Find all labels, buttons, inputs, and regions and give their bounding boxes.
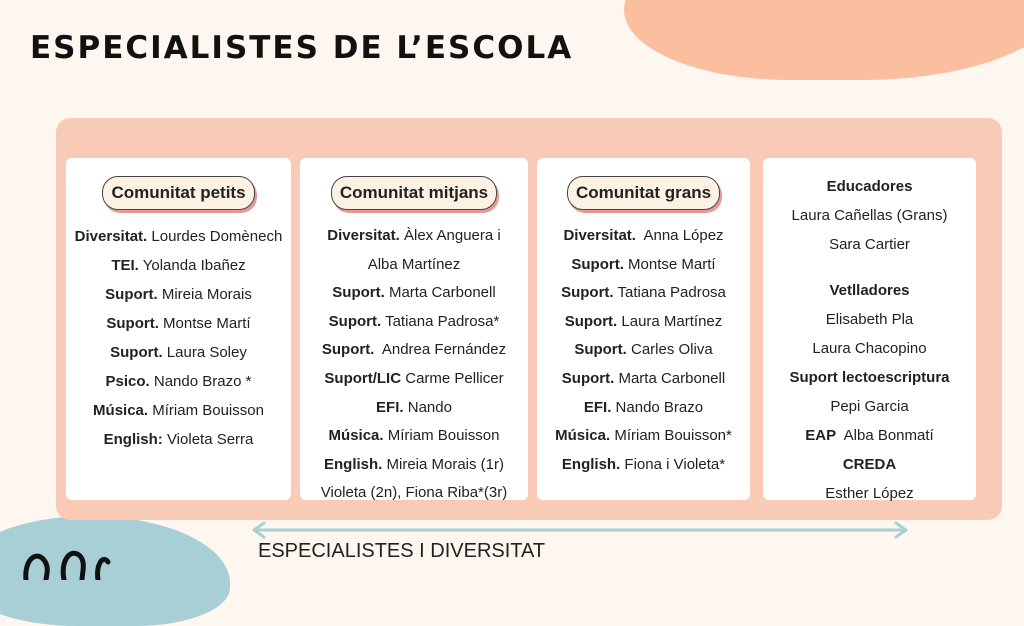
staff-name: Laura Soley — [162, 344, 247, 361]
footer-caption: ESPECIALISTES I DIVERSITAT — [258, 540, 546, 562]
card-heading: Comunitat grans — [567, 176, 720, 210]
staff-name: Anna López — [635, 227, 724, 244]
staff-line — [537, 365, 750, 394]
staff-name: Míriam Bouisson — [383, 427, 500, 445]
staff-line — [66, 425, 291, 454]
staff-name: Yolanda Ibañez — [138, 257, 246, 274]
staff-name: Tatiana Padrosa* — [381, 312, 500, 330]
staff-line — [66, 309, 291, 338]
staff-name: Andrea Fernández — [374, 341, 507, 359]
vetlladores-heading: Vetlladores — [829, 282, 910, 299]
double-arrow-icon — [250, 521, 910, 539]
role-label: Suport. — [328, 312, 382, 330]
card-lines — [66, 222, 291, 454]
role-label: Psico. — [105, 373, 150, 390]
card-lines — [537, 222, 750, 479]
staff-name: Montse Martí — [158, 315, 251, 332]
staff-line — [537, 279, 750, 308]
staff-name: Alba Bonmatí — [836, 427, 934, 444]
staff-line — [537, 308, 750, 337]
staff-line — [66, 280, 291, 309]
staff-line — [300, 222, 528, 251]
role-label: Música. — [93, 402, 149, 419]
role-label: TEI. — [111, 257, 139, 274]
staff-name: Laura Cañellas (Grans) — [791, 207, 948, 224]
educadores-heading: Educadores — [826, 178, 913, 195]
staff-name: Mireia Morais (1r) — [382, 455, 505, 473]
staff-line — [300, 308, 528, 337]
role-label: Suport. — [561, 369, 615, 387]
staff-name: Mireia Morais — [157, 286, 252, 303]
staff-line — [66, 396, 291, 425]
staff-name: Nando Brazo — [611, 398, 704, 416]
role-label: Diversitat. — [327, 227, 400, 244]
staff-name: Esther López — [825, 485, 914, 502]
role-label: Suport. — [106, 315, 159, 332]
role-label: EFI. — [583, 398, 612, 416]
staff-line — [66, 338, 291, 367]
staff-line — [537, 451, 750, 480]
staff-name: Violeta (2n), Fiona Riba*(3r) — [320, 484, 508, 502]
staff-line — [300, 251, 528, 280]
eap-heading: EAP — [805, 427, 837, 444]
staff-name: Pepi Garcia — [830, 398, 909, 415]
staff-name: Montse Martí — [623, 255, 716, 273]
card-staff — [763, 158, 976, 500]
role-label: Suport. — [321, 341, 375, 359]
card-heading: Comunitat mitjans — [331, 176, 497, 210]
card-comunitat-petits — [66, 158, 291, 500]
staff-name: Marta Carbonell — [384, 284, 496, 302]
role-label: Música. — [555, 427, 611, 445]
staff-line — [66, 251, 291, 280]
staff-name: Violeta Serra — [162, 431, 254, 448]
staff-line — [66, 367, 291, 396]
role-label: Diversitat. — [74, 228, 148, 245]
decorative-blob-peach — [624, 0, 1024, 80]
staff-name: Lourdes Domènech — [147, 228, 283, 245]
staff-name: Elisabeth Pla — [825, 311, 914, 328]
staff-line — [537, 422, 750, 451]
role-label: Suport. — [561, 284, 614, 302]
role-label: Suport. — [332, 284, 385, 302]
staff-line — [537, 336, 750, 365]
plant-leaves-icon — [16, 530, 126, 580]
staff-name: Laura Chacopino — [812, 340, 927, 357]
staff-line — [537, 394, 750, 423]
staff-name: Nando — [403, 398, 452, 416]
staff-name: Nando Brazo * — [149, 373, 252, 390]
staff-line — [537, 222, 750, 251]
card-heading: Comunitat petits — [102, 176, 254, 210]
staff-line — [300, 422, 528, 451]
staff-line — [66, 222, 291, 251]
role-label: Diversitat. — [563, 227, 636, 244]
staff-name: Alba Martínez — [367, 255, 461, 273]
role-label: EFI. — [376, 398, 404, 416]
role-label: Suport/LIC — [324, 369, 402, 387]
role-label: Música. — [328, 427, 384, 445]
role-label: Suport. — [574, 341, 627, 359]
staff-line — [300, 479, 528, 508]
role-label: English. — [323, 455, 383, 473]
staff-line — [300, 365, 528, 394]
role-label: Suport. — [564, 312, 618, 330]
eap-line — [763, 421, 976, 450]
role-label: Suport. — [571, 255, 624, 273]
staff-name: Míriam Bouisson* — [610, 427, 732, 445]
staff-name: Laura Martínez — [617, 312, 723, 330]
staff-name: Míriam Bouisson — [148, 402, 264, 419]
role-label: English: — [103, 431, 163, 448]
card-comunitat-mitjans — [300, 158, 528, 500]
staff-line — [537, 251, 750, 280]
page-title: ESPECIALISTES DE L’ESCOLA — [30, 30, 574, 66]
role-label: Suport. — [110, 344, 163, 361]
staff-line — [300, 279, 528, 308]
staff-line — [300, 451, 528, 480]
staff-name: Sara Cartier — [829, 236, 910, 253]
staff-name: Carme Pellicer — [401, 369, 504, 387]
lectoescriptura-heading: Suport lectoescriptura — [789, 369, 950, 386]
card-lines — [300, 222, 528, 508]
staff-name: Marta Carbonell — [614, 369, 726, 387]
staff-name: Àlex Anguera i — [399, 227, 501, 244]
staff-name: Carles Oliva — [626, 341, 713, 359]
role-label: English. — [561, 455, 621, 473]
staff-line — [300, 394, 528, 423]
staff-line — [300, 336, 528, 365]
staff-name: Tatiana Padrosa — [613, 284, 726, 302]
role-label: Suport. — [105, 286, 158, 303]
staff-name: Fiona i Violeta* — [620, 455, 726, 473]
creda-heading: CREDA — [842, 456, 897, 473]
card-comunitat-grans — [537, 158, 750, 500]
